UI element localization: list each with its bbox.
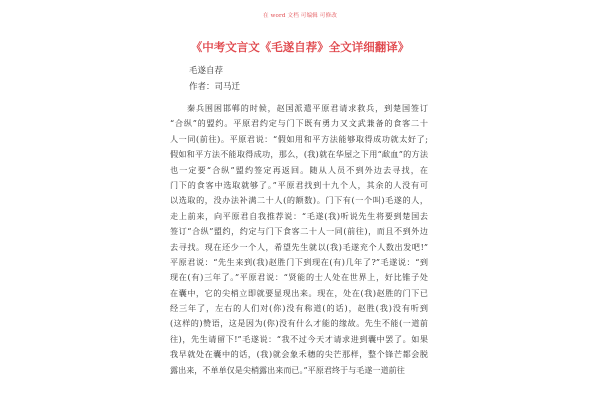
work-title: 毛遂自荐 (189, 66, 224, 76)
body-line: 签订“合纵”盟约，约定与门下食客二十人一同(前往)，而且不到外边 (170, 226, 428, 237)
body-line: 经三年了，左右的人们对(你)没有称道(的话)，赵胜(我)没有听到 (170, 303, 428, 314)
body-line: (这样的)赞语，这是因为(你)没有什么才能的缘故。先生不能(一道前 (170, 318, 428, 329)
body-line: 平原君说：“先生来到(我)赵胜门下到现在(有)几年了?”毛遂说：“到 (170, 256, 428, 267)
document-title: 《中考文言文《毛遂自荐》全文详细翻译》 (190, 40, 410, 54)
body-line: 我早就处在囊中的话，(我)就会象禾穗的尖芒那样，整个锋芒都会脱 (170, 349, 428, 360)
body-line: 秦兵围困邯郸的时候，赵国派遣平原君请求救兵，到楚国签订 (187, 103, 428, 113)
body-line: 露出来，不单单仅是尖梢露出来而已。”平原君终于与毛遂一道前往 (170, 364, 405, 375)
body-line: 门下的食客中选取就够了。”平原君找到十九个人，其余的人没有可 (170, 179, 428, 190)
body-line: 也一定要“合纵”盟约签定再返回。随从人员不到外边去寻找，在 (170, 164, 428, 175)
body-line: 现在(有)三年了。”平原君说：“贤能的士人处在世界上，好比锥子处 (170, 272, 428, 283)
body-line: 去寻找。现在还少一个人，希望先生就以(我)毛遂充个人数出发吧!” (170, 241, 428, 252)
header-note: 在 word 文档 可编辑 可修改 (262, 13, 338, 19)
body-line: 走上前来，向平原君自我推荐说：“毛遂(我)听说先生将要到楚国去 (170, 210, 428, 221)
body-line: “合纵”的盟约。平原君约定与门下既有勇力又文武兼备的食客二十 (170, 118, 428, 129)
body-line: 人一同(前往)。平原君说：“假如用和平方法能够取得成功就太好了; (170, 133, 428, 144)
author-line: 作者：司马迁 (189, 82, 241, 92)
body-line: 在囊中，它的尖梢立即就要显现出来。现在，处在(我)赵胜的门下已 (170, 287, 428, 298)
body-line: 以选取的，没办法补满二十人(的额数)。门下有(一个叫)毛遂的人， (170, 195, 428, 206)
body-line: 假如和平方法不能取得成功，那么，(我)就在华屋之下用“歃血”的方法 (170, 149, 428, 160)
body-text (170, 101, 428, 378)
body-line: 往)，先生请留下!”毛遂说：“我不过今天才请求进到囊中罢了。如果 (170, 333, 428, 344)
